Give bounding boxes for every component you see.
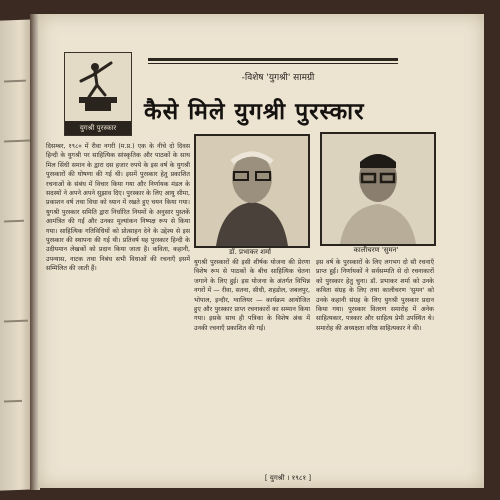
page-headline: कैसे मिले युगश्री पुरस्कार [144, 99, 365, 125]
article-column-3: इस वर्ष के पुरस्कारों के लिए लगभग दो सौ रचनाएँ प्राप्त हुईं। निर्णायकों ने सर्वसम्मति से दो रचनाकारों को पुरस्कार हेतु चुना। डॉ. प्रभाकर शर्मा को उनके कविता संग्रह के लिए तथा कालीचरण 'सुमन' को उनके कहानी संग्रह के लिए युगश्री पुरस्कार प्रदान किया गया। पुरस्कार वितरण समारोह में अनेक साहित्यकार, पत्रकार और साहित्य प्रेमी उपस्थित थे। समारोह की अध्यक्षता वरिष्ठ साहित्यकार ने की। [316, 259, 434, 332]
header-rule [148, 58, 398, 61]
award-logo [64, 52, 132, 136]
left-page-edge [0, 19, 34, 490]
logo-label: युगश्री पुरस्कार [65, 121, 131, 135]
portrait-photo-2 [320, 132, 436, 246]
portrait-photo-1 [194, 134, 310, 248]
article-column-2: युगश्री पुरस्कारों की इसी शीर्षक योजना की प्रेरणा विशेष रूप से पाठकों के बीच साहित्यिक चेतना जगाने के लिए हुई। इस योजना के अंतर्गत विभिन्न नगरों में — रीवा, सतना, सीधी, शहडोल, जबलपुर, भोपाल, इन्दौर, ग्वालियर — कार्यक्रम आयोजित हुए और पुरस्कार प्राप्त रचनाकारों का सम्मान किया गया। इसके साथ ही पत्रिका के विशेष अंक में उनकी रचनाएँ प्रकाशित की गईं। [194, 259, 310, 332]
series-label: -विशेष 'युगश्री' सामग्री [241, 73, 315, 83]
portrait-1-image [196, 136, 308, 246]
photo-caption-2: कालीचरण 'सुमन' [353, 246, 399, 254]
page-folio: [ युगश्री । १९८१ ] [264, 474, 312, 482]
photo-caption-1: डॉ. प्रभाकर शर्मा [229, 248, 271, 256]
dancer-logo-icon [65, 53, 131, 119]
magazine-page [38, 14, 484, 488]
header-rule-thin [148, 63, 398, 64]
portrait-2-image [322, 134, 434, 244]
article-column-1: दिसम्बर, १९८० में रीवा नगरी (म.प्र.) एक के नीचे दो दिवस हिन्दी के युगश्री पर साहित्यिक सांस्कृतिक और पाठकों के साथ मिल सिंधी समान के द्वारा दस हजार रुपये के इस वर्ष के युगश्री पुरस्कारों की घोषणा की गई थी। इसमें पुरस्कार हेतु प्रकाशित रचनाओं के संबंध में विचार किया गया और निर्णायक मंडल के सदस्यों ने अपने अपने सुझाव दिए। पुरस्कार के लिए आयु सीमा, प्रकाशन वर्ष तथा विधा को ध्यान में रखते हुए चयन किया गया। युगश्री पुरस्कार समिति द्वारा निर्धारित नियमों के अनुसार पुस्तकें आमंत्रित की गईं और उनका मूल्यांकन निष्पक्ष रूप से किया गया। साहित्यिक गतिविधियों को प्रोत्साहन देने के उद्देश्य से इस पुरस्कार की स्थापना की गई थी। प्रतिवर्ष यह पुरस्कार हिन्दी के उदीयमान लेखकों को प्रदान किया जाता है। कविता, कहानी, उपन्यास, नाटक तथा निबंध सभी विधाओं की रचनाएँ इसमें सम्मिलित की जाती हैं। [46, 143, 190, 273]
